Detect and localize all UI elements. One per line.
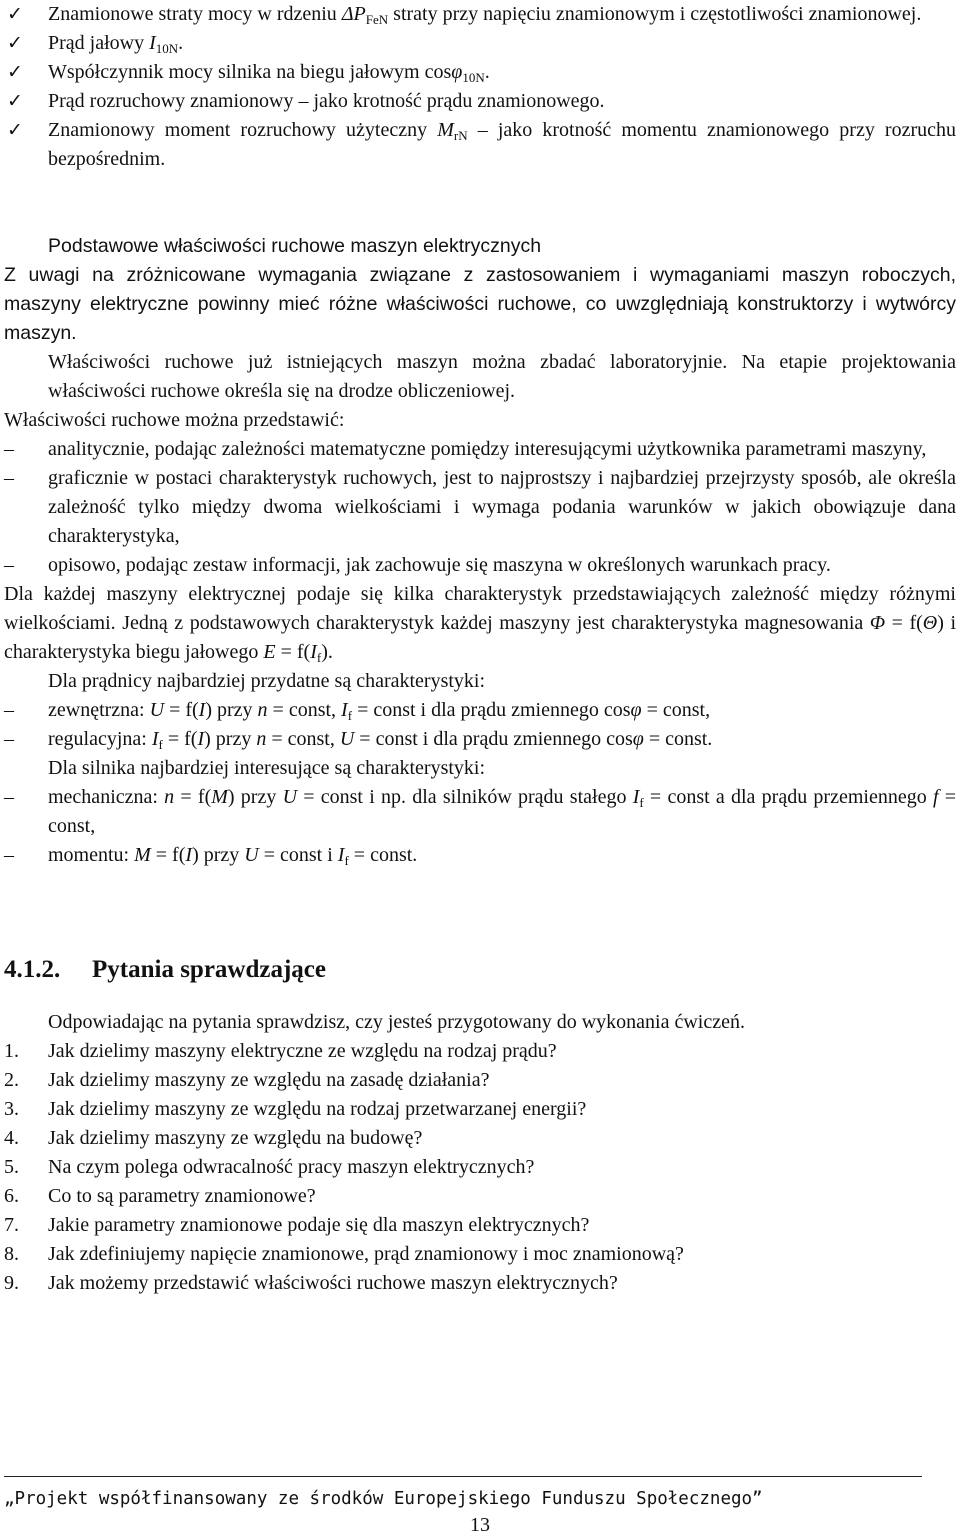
formula-part: = const. bbox=[348, 844, 418, 866]
formula-part: I bbox=[337, 844, 345, 866]
question-item bbox=[4, 1240, 956, 1269]
checkmark-icon: ✓ bbox=[7, 3, 23, 25]
formula-part: n bbox=[164, 786, 175, 808]
section-heading: Podstawowe właściwości ruchowe maszyn elektrycznych bbox=[48, 235, 542, 257]
dash-bullet: – bbox=[4, 699, 14, 721]
formula-part: = const, bbox=[641, 699, 711, 721]
formula-part: = const i bbox=[258, 844, 338, 866]
question-text: Jakie parametry znamionowe podaje się dla maszyn elektrycznych? bbox=[48, 1214, 590, 1236]
formula-part: f bbox=[639, 795, 644, 810]
formula-part: = const, bbox=[266, 728, 340, 750]
question-text: Na czym polega odwracalność pracy maszyn elektrycznych? bbox=[48, 1156, 535, 1178]
paragraph: Z uwagi na zróżnicowane wymagania związane z zastosowaniem i wymaganiami maszyn roboczych, maszyny elektryczne powinny mieć różne właściwości ruchowe, co uwzględniają konstruktorzy i wytwórcy maszyn. bbox=[4, 264, 956, 344]
question-number: 2. bbox=[4, 1069, 19, 1091]
list-item: – analitycznie, podając zależności matematyczne pomiędzy interesującymi użytkownika parametrami maszyny, bbox=[4, 435, 956, 464]
question-text: Jak dzielimy maszyny ze względu na budowę? bbox=[48, 1127, 423, 1149]
formula-part: I bbox=[197, 728, 205, 750]
checklist-item: ✓ Współczynnik mocy silnika na biegu jałowym cosφ$_{10N}$. bbox=[4, 58, 956, 87]
characteristic-label: regulacyjna: bbox=[48, 728, 152, 750]
question-number: 9. bbox=[4, 1272, 19, 1294]
checkmark-icon: ✓ bbox=[7, 61, 23, 83]
dash-bullet: – bbox=[4, 844, 14, 866]
question-number: 5. bbox=[4, 1156, 19, 1178]
formula-part: I bbox=[198, 699, 206, 721]
question-number: 7. bbox=[4, 1214, 19, 1236]
dash-bullet: – bbox=[4, 467, 14, 489]
formula-part: = const, bbox=[48, 786, 957, 837]
question-number: 1. bbox=[4, 1040, 19, 1062]
dash-bullet: – bbox=[4, 728, 14, 750]
question-item bbox=[4, 1124, 956, 1153]
formula-part: U bbox=[149, 699, 165, 721]
question-item bbox=[4, 1037, 956, 1066]
formula-part: I bbox=[632, 786, 640, 808]
formula-part: ) przy bbox=[227, 786, 283, 808]
formula-part: I bbox=[151, 728, 159, 750]
question-number: 6. bbox=[4, 1185, 19, 1207]
question-text: Co to są parametry znamionowe? bbox=[48, 1185, 316, 1207]
formula-part: = f( bbox=[162, 728, 198, 750]
paragraph: Właściwości ruchowe już istniejących maszyn można zbadać laboratoryjnie. Na etapie projektowania właściwości ruchowe określa się na drodze obliczeniowej. bbox=[48, 351, 956, 402]
motor-list bbox=[4, 783, 956, 870]
checklist-item: ✓ Znamionowy moment rozruchowy użyteczny $M_{rN}$ – jako krotność momentu znamionowego przy rozruchu bezpośrednim. bbox=[4, 116, 956, 174]
question-text: Jak dzielimy maszyny elektryczne ze względu na rodzaj prądu? bbox=[48, 1040, 557, 1062]
formula-part: = const a dla prądu przemiennego bbox=[643, 786, 933, 808]
formula-part: f bbox=[932, 786, 939, 808]
formula-part: M bbox=[211, 786, 228, 808]
question-text: Jak zdefiniujemy napięcie znamionowe, prąd znamionowy i moc znamionową? bbox=[48, 1243, 684, 1265]
question-text: Jak możemy przedstawić właściwości ruchowe maszyn elektrycznych? bbox=[48, 1272, 618, 1294]
footer-divider bbox=[4, 1476, 922, 1477]
formula-part: φ bbox=[632, 728, 644, 750]
characteristic-item bbox=[4, 783, 956, 841]
ways-list bbox=[4, 435, 956, 580]
dash-bullet: – bbox=[4, 554, 14, 576]
formula-part: U bbox=[244, 844, 259, 866]
generator-list bbox=[4, 696, 956, 754]
motor-intro: Dla silnika najbardziej interesujące są charakterystyki: bbox=[48, 757, 486, 779]
generator-intro: Dla prądnicy najbardziej przydatne są charakterystyki: bbox=[48, 670, 486, 692]
formula-part: φ bbox=[630, 699, 642, 721]
questions-list bbox=[4, 1037, 956, 1298]
question-number: 8. bbox=[4, 1243, 19, 1265]
question-item bbox=[4, 1269, 956, 1298]
question-text: Jak dzielimy maszyny ze względu na rodzaj przetwarzanej energii? bbox=[48, 1098, 587, 1120]
dash-bullet: – bbox=[4, 786, 14, 808]
section-number: 4.1.2. bbox=[4, 956, 61, 983]
formula-part: = f( bbox=[150, 844, 186, 866]
question-item bbox=[4, 1066, 956, 1095]
paragraph: Właściwości ruchowe można przedstawić: bbox=[4, 409, 345, 431]
checkmark-icon: ✓ bbox=[7, 90, 23, 112]
checklist-item: ✓ Prąd rozruchowy znamionowy – jako krotność prądu znamionowego. bbox=[4, 87, 956, 116]
formula-part: n bbox=[256, 728, 267, 750]
checkmark-icon: ✓ bbox=[7, 32, 23, 54]
formula-part: ) przy bbox=[192, 844, 245, 866]
formula-part: I bbox=[185, 844, 193, 866]
formula-part: ) przy bbox=[204, 728, 257, 750]
checklist-item: ✓ Znamionowe straty mocy w rdzeniu $\Delta P_{FeN}$ straty przy napięciu znamionowym i częstotliwości znamionowej. bbox=[4, 0, 956, 29]
characteristic-item bbox=[4, 725, 956, 754]
formula-part: = const i dla prądu zmiennego cos bbox=[352, 699, 631, 721]
question-item bbox=[4, 1095, 956, 1124]
characteristic-item bbox=[4, 696, 956, 725]
characteristic-label: momentu: bbox=[48, 844, 135, 866]
characteristic-item bbox=[4, 841, 956, 870]
checklist bbox=[4, 0, 956, 174]
question-number: 4. bbox=[4, 1127, 19, 1149]
formula-part: = const. bbox=[643, 728, 713, 750]
formula-part: U bbox=[339, 728, 355, 750]
formula-part: I bbox=[341, 699, 348, 721]
characteristic-label: zewnętrzna: bbox=[48, 699, 150, 721]
document-page bbox=[4, 0, 956, 1298]
questions-intro: Odpowiadając na pytania sprawdzisz, czy jesteś przygotowany do wykonania ćwiczeń. bbox=[48, 1011, 745, 1033]
question-number: 3. bbox=[4, 1098, 19, 1120]
formula-part: f bbox=[344, 853, 349, 868]
page-number: 13 bbox=[470, 1514, 490, 1536]
formula-part: U bbox=[282, 786, 298, 808]
formula-part: = const, bbox=[267, 699, 342, 721]
list-item: – graficznie w postaci charakterystyk ruchowych, jest to najprostszy i najbardziej przejrzysty sposób, ale określa zależność tylko między dwoma wielkościami i wymaga podania warunków w jakich obowiązuje dana charakterystyka, bbox=[4, 464, 956, 551]
question-item bbox=[4, 1182, 956, 1211]
question-item bbox=[4, 1153, 956, 1182]
question-item bbox=[4, 1211, 956, 1240]
formula-part: = f( bbox=[174, 786, 212, 808]
formula-part: = const i np. dla silników prądu stałego bbox=[297, 786, 633, 808]
formula-part: n bbox=[257, 699, 268, 721]
checkmark-icon: ✓ bbox=[7, 119, 23, 141]
section-title bbox=[4, 954, 956, 986]
formula-part: ) przy bbox=[205, 699, 258, 721]
list-item: – opisowo, podając zestaw informacji, jak zachowuje się maszyna w określonych warunkach pracy. bbox=[4, 551, 956, 580]
dash-bullet: – bbox=[4, 438, 14, 460]
characteristic-label: mechaniczna: bbox=[48, 786, 165, 808]
question-text: Jak dzielimy maszyny ze względu na zasadę działania? bbox=[48, 1069, 490, 1091]
section-title-text: Pytania sprawdzające bbox=[92, 956, 326, 983]
formula-part: f bbox=[347, 708, 353, 723]
footer-text: „Projekt współfinansowany ze środków Europejskiego Funduszu Społecznego” bbox=[4, 1489, 763, 1509]
formula-part: = f( bbox=[164, 699, 199, 721]
checklist-item: ✓ Prąd jałowy $I_{10N}$. bbox=[4, 29, 956, 58]
formula-part: f bbox=[158, 737, 163, 752]
paragraph: Dla każdej maszyny elektrycznej podaje się kilka charakterystyk przedstawiających zależność między różnymi wielkościami. Jedną z podstawowych charakterystyk każdej maszyny jest charakterystyka magnesowania Φ = f(Θ) i charakterystyka biegu jałowego $E = f(I_f)$. bbox=[4, 583, 957, 665]
formula-part: = const i dla prądu zmiennego cos bbox=[354, 728, 633, 750]
formula-part: M bbox=[134, 844, 151, 866]
